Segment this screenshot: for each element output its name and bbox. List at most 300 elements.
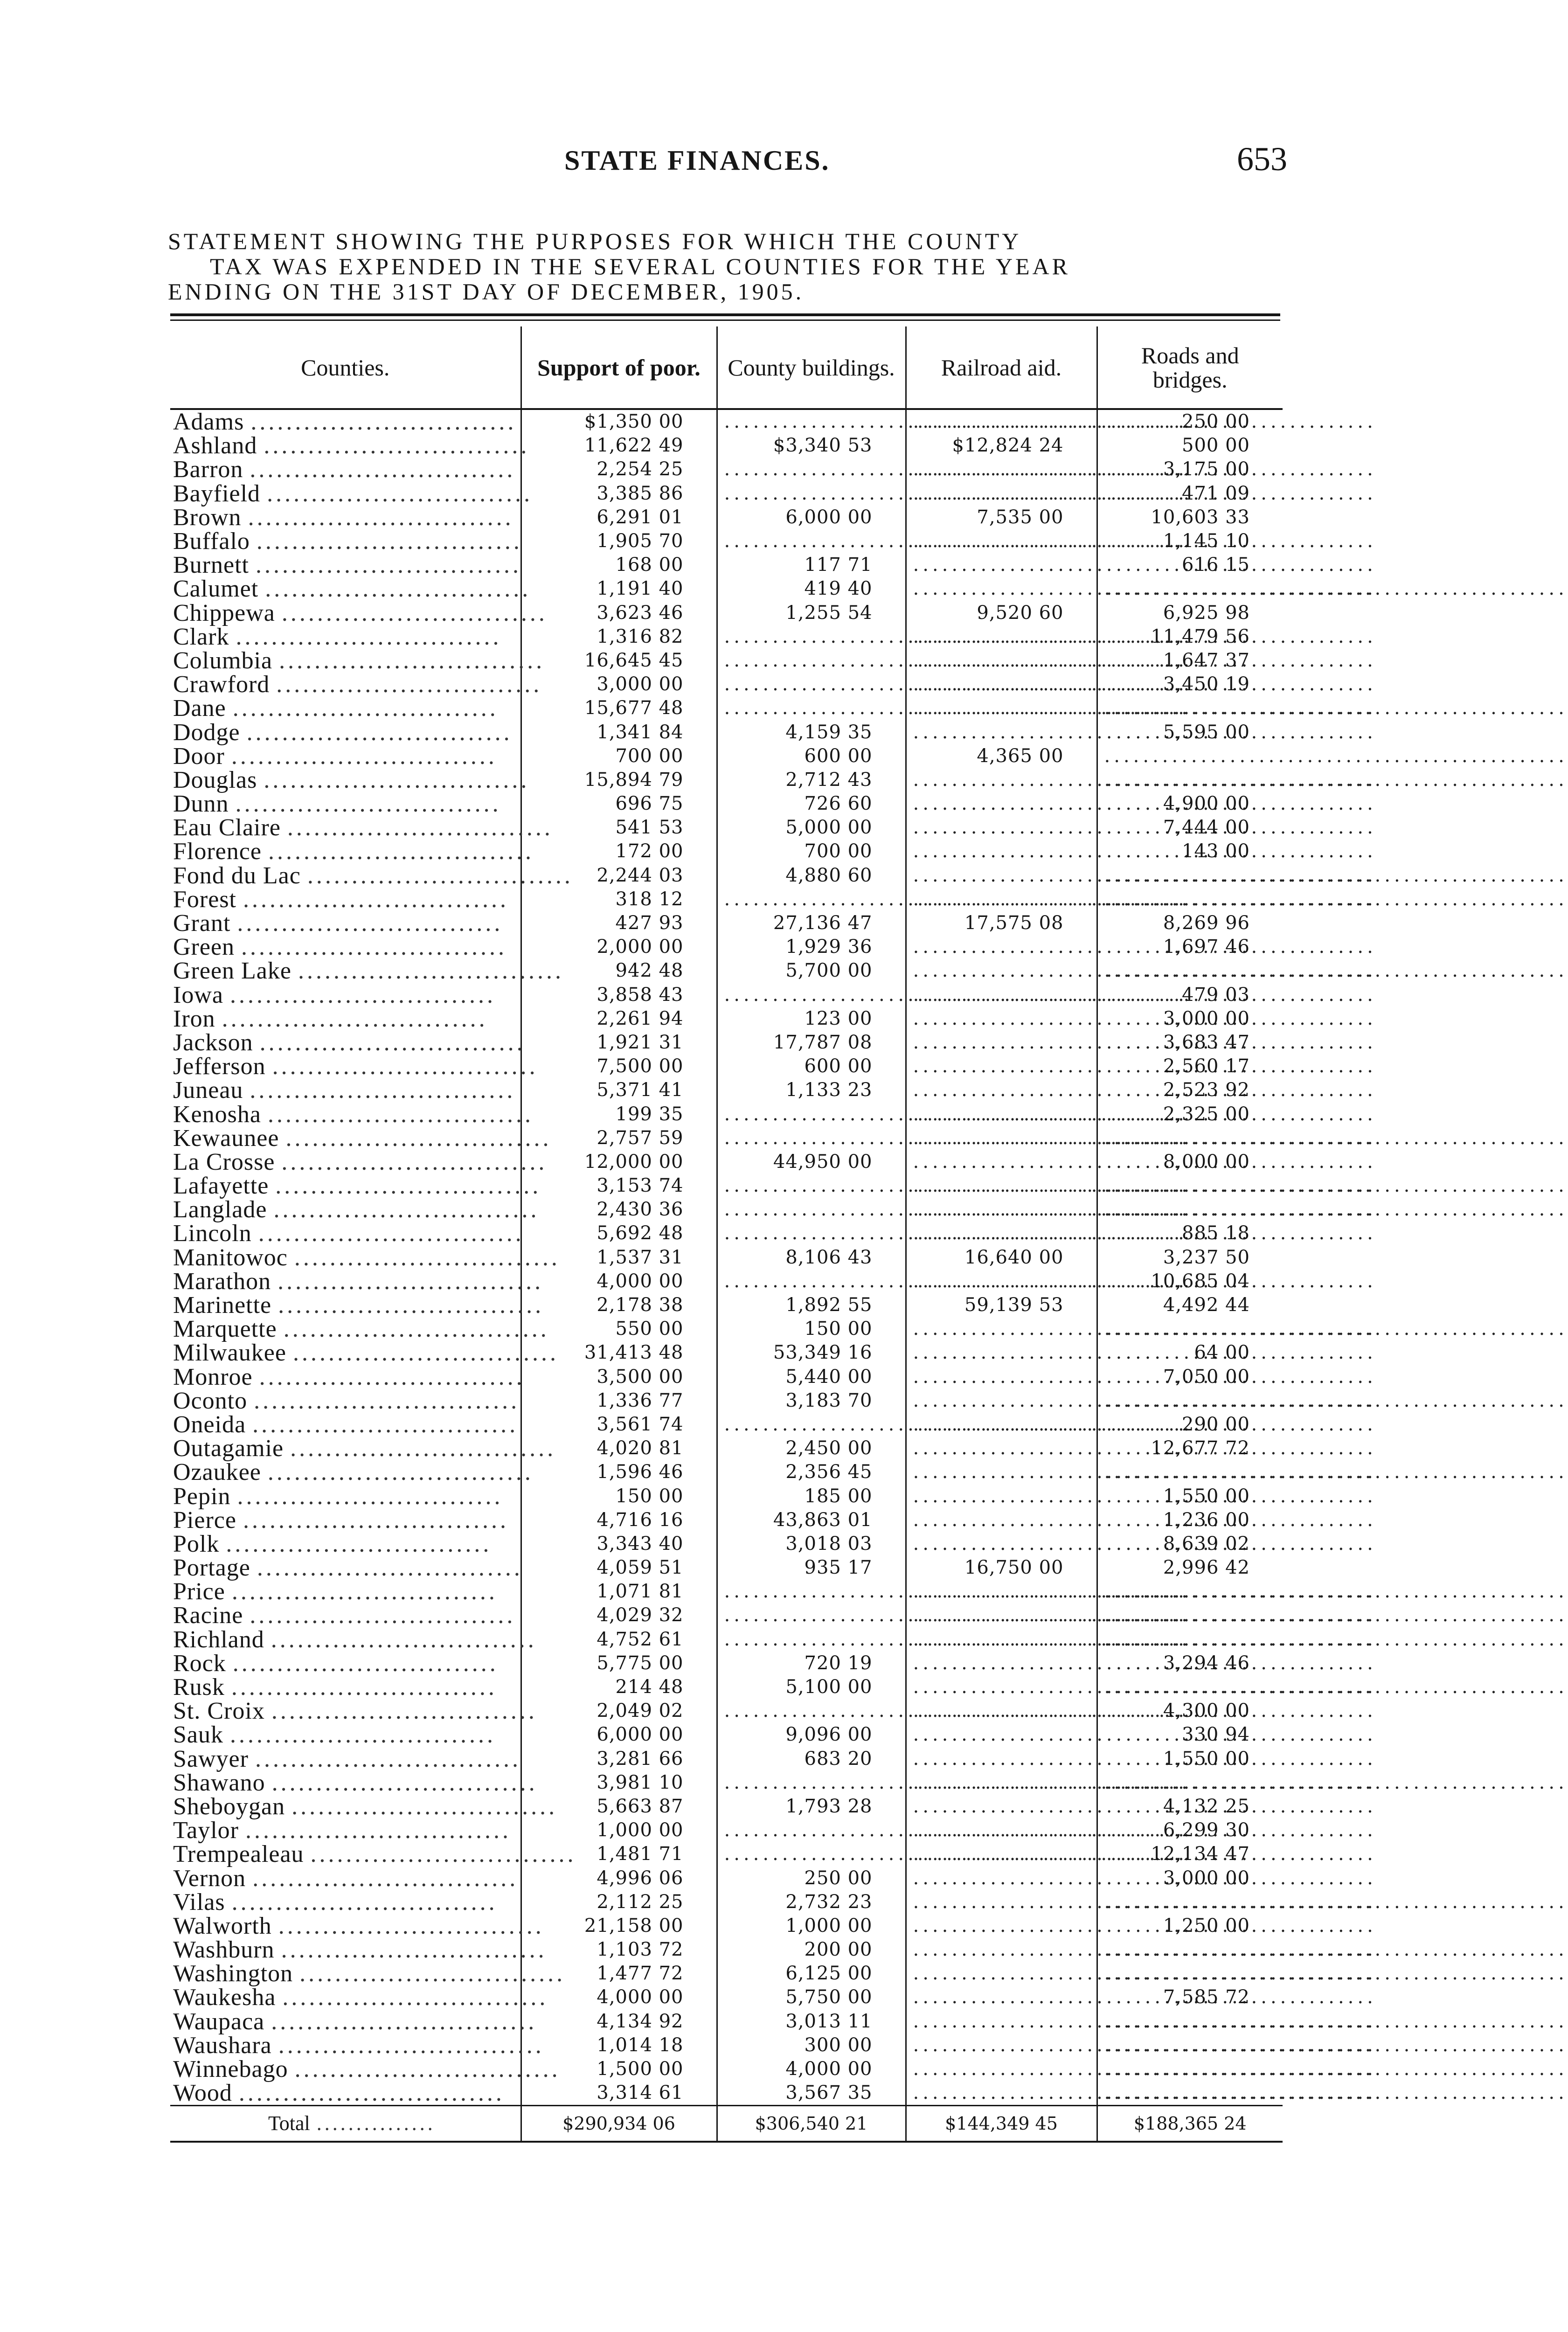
cell-support-of-poor: 1,477 72 — [521, 1962, 717, 1985]
cell-railroad-aid — [906, 1866, 1097, 1890]
cell-county-buildings — [717, 888, 906, 911]
county-name: Outagamie .............................. — [173, 1435, 556, 1462]
cell-railroad-aid — [906, 2057, 1097, 2081]
cell-roads-and-bridges — [1097, 1771, 1283, 1795]
cell-railroad-aid — [906, 768, 1097, 792]
cell-roads-and-bridges: 3,683 47 — [1097, 1031, 1283, 1055]
cell-roads-and-bridges: 2,325 00 — [1097, 1102, 1283, 1126]
table-row — [170, 1365, 1283, 1389]
total-support-of-poor: $290,934 06 — [521, 2106, 717, 2142]
cell-railroad-aid — [906, 1532, 1097, 1556]
cell-roads-and-bridges — [1097, 2081, 1283, 2106]
cell-railroad-aid — [906, 1628, 1097, 1652]
cell-roads-and-bridges: 12,677 72 — [1097, 1437, 1283, 1460]
county-name: Vilas .............................. — [173, 1888, 498, 1916]
table-row — [170, 911, 1283, 935]
cell-roads-and-bridges — [1097, 959, 1283, 983]
cell-railroad-aid — [906, 864, 1097, 888]
table-row — [170, 1270, 1283, 1293]
table-row — [170, 1985, 1283, 2009]
table-row — [170, 2034, 1283, 2057]
cell-county-buildings: 5,750 00 — [717, 1985, 906, 2009]
cell-support-of-poor: 2,244 03 — [521, 864, 717, 888]
county-name: St. Croix .............................. — [173, 1698, 537, 1725]
cell-support-of-poor: 5,775 00 — [521, 1652, 717, 1675]
cell-roads-and-bridges: 1,697 46 — [1097, 935, 1283, 959]
cell-county-buildings: 5,700 00 — [717, 959, 906, 983]
cell-railroad-aid — [906, 1460, 1097, 1484]
county-name: Kenosha .............................. — [173, 1101, 534, 1128]
table-row — [170, 816, 1283, 840]
county-name: Winnebago .............................. — [173, 2056, 561, 2083]
cell-railroad-aid — [906, 1174, 1097, 1198]
cell-county-buildings: 1,892 55 — [717, 1293, 906, 1317]
table-row — [170, 1222, 1283, 1245]
cell-railroad-aid — [906, 935, 1097, 959]
cell-roads-and-bridges: 3,294 46 — [1097, 1652, 1283, 1675]
cell-railroad-aid — [906, 1914, 1097, 1938]
cell-roads-and-bridges — [1097, 1938, 1283, 1962]
cell-support-of-poor: 6,291 01 — [521, 506, 717, 529]
cell-railroad-aid — [906, 1126, 1097, 1150]
cell-support-of-poor: 2,254 25 — [521, 458, 717, 481]
table-row — [170, 1031, 1283, 1055]
cell-roads-and-bridges: 330 94 — [1097, 1723, 1283, 1747]
running-head — [168, 140, 1287, 187]
cell-roads-and-bridges: 1,250 00 — [1097, 1914, 1283, 1938]
cell-railroad-aid — [906, 1675, 1097, 1699]
cell-roads-and-bridges — [1097, 1460, 1283, 1484]
cell-support-of-poor: 3,858 43 — [521, 983, 717, 1007]
table-row — [170, 1437, 1283, 1460]
cell-support-of-poor: 1,921 31 — [521, 1031, 717, 1055]
cell-support-of-poor: 21,158 00 — [521, 1914, 717, 1938]
county-name: Jackson .............................. — [173, 1029, 526, 1056]
county-name: Columbia .............................. — [173, 647, 545, 674]
cell-roads-and-bridges: 64 00 — [1097, 1341, 1283, 1365]
cell-support-of-poor: 2,261 94 — [521, 1007, 717, 1031]
cell-support-of-poor: 2,112 25 — [521, 1890, 717, 1914]
table-row — [170, 529, 1283, 553]
table-row — [170, 1771, 1283, 1795]
county-name: Washburn .............................. — [173, 1936, 547, 1964]
cell-county-buildings: 43,863 01 — [717, 1508, 906, 1532]
table-row — [170, 1866, 1283, 1890]
cell-county-buildings: 5,000 00 — [717, 816, 906, 840]
county-name: Waushara .............................. — [173, 2032, 544, 2059]
table-row — [170, 434, 1283, 458]
cell-support-of-poor: 199 35 — [521, 1102, 717, 1126]
cell-roads-and-bridges: 500 00 — [1097, 434, 1283, 458]
county-name: Iowa .............................. — [173, 981, 496, 1008]
cell-roads-and-bridges — [1097, 1675, 1283, 1699]
table-row — [170, 1603, 1283, 1627]
table-row — [170, 983, 1283, 1007]
cell-county-buildings: 4,880 60 — [717, 864, 906, 888]
cell-support-of-poor: 3,281 66 — [521, 1747, 717, 1771]
county-name: Marinette .............................. — [173, 1292, 544, 1319]
county-name: Green .............................. — [173, 934, 507, 961]
table-row — [170, 792, 1283, 816]
table-row — [170, 506, 1283, 529]
table-row — [170, 1914, 1283, 1938]
cell-roads-and-bridges: 3,237 50 — [1097, 1246, 1283, 1270]
cell-railroad-aid — [906, 1341, 1097, 1365]
table-row — [170, 1699, 1283, 1723]
cell-county-buildings: $3,340 53 — [717, 434, 906, 458]
county-name: Manitowoc .............................. — [173, 1244, 560, 1271]
cell-railroad-aid — [906, 1389, 1097, 1413]
cell-roads-and-bridges: 8,000 00 — [1097, 1150, 1283, 1174]
cell-support-of-poor: 2,178 38 — [521, 1293, 717, 1317]
table-row — [170, 1126, 1283, 1150]
cell-roads-and-bridges: 885 18 — [1097, 1222, 1283, 1245]
cell-roads-and-bridges — [1097, 1317, 1283, 1341]
cell-support-of-poor: 214 48 — [521, 1675, 717, 1699]
table-row — [170, 1055, 1283, 1078]
cell-support-of-poor: 2,049 02 — [521, 1699, 717, 1723]
cell-railroad-aid — [906, 1603, 1097, 1627]
cell-roads-and-bridges: 6,299 30 — [1097, 1818, 1283, 1842]
cell-railroad-aid — [906, 1031, 1097, 1055]
cell-county-buildings: 8,106 43 — [717, 1246, 906, 1270]
county-name: Rock .............................. — [173, 1650, 499, 1677]
total-row — [170, 2106, 1283, 2142]
header-roads-and-bridges: Roads and bridges. — [1097, 326, 1283, 409]
table-row — [170, 2010, 1283, 2034]
cell-county-buildings: 5,100 00 — [717, 1675, 906, 1699]
cell-railroad-aid — [906, 673, 1097, 696]
cell-support-of-poor: 150 00 — [521, 1484, 717, 1508]
cell-county-buildings: 3,183 70 — [717, 1389, 906, 1413]
cell-county-buildings — [717, 1842, 906, 1866]
cell-railroad-aid — [906, 1938, 1097, 1962]
cell-county-buildings — [717, 458, 906, 481]
cell-roads-and-bridges: 4,132 25 — [1097, 1795, 1283, 1818]
table-row — [170, 1317, 1283, 1341]
table-row — [170, 1341, 1283, 1365]
cell-support-of-poor: 2,757 59 — [521, 1126, 717, 1150]
table-row — [170, 888, 1283, 911]
cell-support-of-poor: 12,000 00 — [521, 1150, 717, 1174]
cell-roads-and-bridges: 250 00 — [1097, 409, 1283, 434]
cell-county-buildings — [717, 1603, 906, 1627]
header-railroad-aid: Railroad aid. — [906, 326, 1097, 409]
cell-railroad-aid: 16,750 00 — [906, 1556, 1097, 1580]
cell-roads-and-bridges: 10,603 33 — [1097, 506, 1283, 529]
cell-roads-and-bridges: 616 15 — [1097, 553, 1283, 577]
cell-support-of-poor: 4,716 16 — [521, 1508, 717, 1532]
table-row — [170, 625, 1283, 649]
cell-roads-and-bridges: 11,479 56 — [1097, 625, 1283, 649]
table-row — [170, 1102, 1283, 1126]
cell-support-of-poor: 1,103 72 — [521, 1938, 717, 1962]
cell-county-buildings — [717, 1270, 906, 1293]
cell-roads-and-bridges — [1097, 1389, 1283, 1413]
cell-support-of-poor: 2,430 36 — [521, 1198, 717, 1222]
table-row — [170, 1078, 1283, 1102]
cell-county-buildings: 3,018 03 — [717, 1532, 906, 1556]
cell-railroad-aid — [906, 458, 1097, 481]
cell-county-buildings: 123 00 — [717, 1007, 906, 1031]
county-name: Vernon .............................. — [173, 1865, 519, 1892]
table-row — [170, 720, 1283, 744]
table-row — [170, 744, 1283, 768]
cell-roads-and-bridges: 1,236 00 — [1097, 1508, 1283, 1532]
county-name: Burnett .............................. — [173, 552, 521, 579]
cell-county-buildings — [717, 983, 906, 1007]
cell-roads-and-bridges — [1097, 888, 1283, 911]
county-name: Trempealeau .............................. — [173, 1841, 576, 1868]
cell-railroad-aid — [906, 792, 1097, 816]
cell-railroad-aid — [906, 1723, 1097, 1747]
cell-railroad-aid — [906, 1508, 1097, 1532]
cell-support-of-poor: 1,481 71 — [521, 1842, 717, 1866]
cell-roads-and-bridges: 143 00 — [1097, 840, 1283, 863]
statement-title-line: TAX WAS EXPENDED IN THE SEVERAL COUNTIES FOR THE YEAR — [210, 253, 1071, 279]
table-row — [170, 1652, 1283, 1675]
statement-title-line: STATEMENT SHOWING THE PURPOSES FOR WHICH THE COUNTY — [168, 228, 1022, 254]
county-name: Price .............................. — [173, 1578, 498, 1605]
cell-railroad-aid — [906, 1365, 1097, 1389]
cell-support-of-poor: 4,134 92 — [521, 2010, 717, 2034]
table-row — [170, 1007, 1283, 1031]
cell-roads-and-bridges — [1097, 1126, 1283, 1150]
county-name: Ashland .............................. — [173, 432, 530, 459]
county-name: Langlade .............................. — [173, 1196, 540, 1223]
county-name: Juneau .............................. — [173, 1077, 516, 1104]
cell-county-buildings: 44,950 00 — [717, 1150, 906, 1174]
cell-railroad-aid — [906, 983, 1097, 1007]
cell-roads-and-bridges — [1097, 2057, 1283, 2081]
table-row — [170, 673, 1283, 696]
page-number: 653 — [1237, 140, 1287, 178]
cell-roads-and-bridges — [1097, 577, 1283, 601]
cell-roads-and-bridges: 8,269 96 — [1097, 911, 1283, 935]
cell-support-of-poor: 15,677 48 — [521, 696, 717, 720]
county-name: Florence .............................. — [173, 838, 534, 865]
cell-county-buildings — [717, 482, 906, 506]
cell-county-buildings: 700 00 — [717, 840, 906, 863]
cell-county-buildings: 2,450 00 — [717, 1437, 906, 1460]
county-name: Forest .............................. — [173, 886, 509, 913]
table-row — [170, 1150, 1283, 1174]
cell-roads-and-bridges: 10,685 04 — [1097, 1270, 1283, 1293]
cell-railroad-aid — [906, 1985, 1097, 2009]
cell-support-of-poor: 7,500 00 — [521, 1055, 717, 1078]
table-row — [170, 840, 1283, 863]
cell-railroad-aid — [906, 482, 1097, 506]
cell-support-of-poor: 1,341 84 — [521, 720, 717, 744]
cell-roads-and-bridges — [1097, 1890, 1283, 1914]
cell-support-of-poor: 3,500 00 — [521, 1365, 717, 1389]
cell-county-buildings — [717, 696, 906, 720]
cell-county-buildings: 3,013 11 — [717, 2010, 906, 2034]
statement-title — [168, 229, 1278, 304]
county-name: Oconto .............................. — [173, 1387, 520, 1414]
cell-support-of-poor: 3,561 74 — [521, 1413, 717, 1437]
county-name: Jefferson .............................. — [173, 1053, 538, 1080]
table-row — [170, 1508, 1283, 1532]
cell-county-buildings: 4,159 35 — [717, 720, 906, 744]
cell-county-buildings: 6,125 00 — [717, 1962, 906, 1985]
cell-county-buildings: 250 00 — [717, 1866, 906, 1890]
cell-support-of-poor: 4,752 61 — [521, 1628, 717, 1652]
cell-support-of-poor: 5,371 41 — [521, 1078, 717, 1102]
cell-roads-and-bridges: 7,444 00 — [1097, 816, 1283, 840]
cell-support-of-poor: 4,059 51 — [521, 1556, 717, 1580]
cell-roads-and-bridges: 5,595 00 — [1097, 720, 1283, 744]
running-title: STATE FINANCES. — [564, 145, 830, 176]
cell-roads-and-bridges: 479 03 — [1097, 983, 1283, 1007]
header-counties: Counties. — [170, 326, 521, 409]
table-row — [170, 1818, 1283, 1842]
cell-railroad-aid — [906, 1055, 1097, 1078]
cell-county-buildings — [717, 1126, 906, 1150]
cell-roads-and-bridges — [1097, 1628, 1283, 1652]
statement-table-container — [170, 326, 1283, 2220]
cell-support-of-poor: 168 00 — [521, 553, 717, 577]
county-name: Marathon .............................. — [173, 1268, 544, 1295]
table-row — [170, 1675, 1283, 1699]
cell-support-of-poor: 318 12 — [521, 888, 717, 911]
table-row — [170, 482, 1283, 506]
cell-support-of-poor: 3,343 40 — [521, 1532, 717, 1556]
table-header — [170, 326, 1283, 409]
county-name: Lafayette .............................. — [173, 1173, 541, 1200]
cell-county-buildings: 9,096 00 — [717, 1723, 906, 1747]
cell-county-buildings — [717, 1699, 906, 1723]
county-name: Lincoln .............................. — [173, 1220, 524, 1247]
cell-railroad-aid — [906, 1962, 1097, 1985]
cell-railroad-aid — [906, 1413, 1097, 1437]
cell-railroad-aid — [906, 529, 1097, 553]
cell-roads-and-bridges — [1097, 2034, 1283, 2057]
county-name: Walworth .............................. — [173, 1912, 544, 1939]
cell-roads-and-bridges: 471 09 — [1097, 482, 1283, 506]
table-row — [170, 1198, 1283, 1222]
cell-county-buildings — [717, 1198, 906, 1222]
cell-railroad-aid — [906, 2010, 1097, 2034]
cell-county-buildings: 726 60 — [717, 792, 906, 816]
cell-support-of-poor: 1,537 31 — [521, 1246, 717, 1270]
cell-railroad-aid — [906, 816, 1097, 840]
cell-county-buildings — [717, 673, 906, 696]
cell-railroad-aid — [906, 1317, 1097, 1341]
county-name: Taylor .............................. — [173, 1817, 511, 1844]
cell-roads-and-bridges — [1097, 768, 1283, 792]
cell-support-of-poor: 4,020 81 — [521, 1437, 717, 1460]
cell-county-buildings — [717, 529, 906, 553]
county-name: Douglas .............................. — [173, 766, 530, 793]
county-name: Buffalo .............................. — [173, 528, 522, 555]
table-row — [170, 959, 1283, 983]
cell-railroad-aid — [906, 1652, 1097, 1675]
cell-roads-and-bridges: 1,145 10 — [1097, 529, 1283, 553]
cell-roads-and-bridges — [1097, 1580, 1283, 1603]
cell-county-buildings — [717, 1413, 906, 1437]
cell-roads-and-bridges: 3,000 00 — [1097, 1866, 1283, 1890]
cell-support-of-poor: 3,385 86 — [521, 482, 717, 506]
cell-county-buildings: 117 71 — [717, 553, 906, 577]
cell-county-buildings: 3,567 35 — [717, 2081, 906, 2106]
cell-county-buildings: 53,349 16 — [717, 1341, 906, 1365]
cell-roads-and-bridges: 4,492 44 — [1097, 1293, 1283, 1317]
cell-county-buildings: 5,440 00 — [717, 1365, 906, 1389]
table-row — [170, 553, 1283, 577]
cell-support-of-poor: 541 53 — [521, 816, 717, 840]
cell-railroad-aid — [906, 1102, 1097, 1126]
cell-railroad-aid — [906, 625, 1097, 649]
cell-support-of-poor: 5,692 48 — [521, 1222, 717, 1245]
county-name: Adams .............................. — [173, 409, 517, 436]
county-name: Shawano .............................. — [173, 1769, 538, 1796]
cell-roads-and-bridges: 1,550 00 — [1097, 1484, 1283, 1508]
table-body — [170, 409, 1283, 2106]
table-row — [170, 1174, 1283, 1198]
table-row — [170, 696, 1283, 720]
cell-county-buildings: 683 20 — [717, 1747, 906, 1771]
table-row — [170, 577, 1283, 601]
table-row — [170, 1484, 1283, 1508]
table-row — [170, 1460, 1283, 1484]
cell-county-buildings: 200 00 — [717, 1938, 906, 1962]
total-roads-and-bridges: $188,365 24 — [1097, 2106, 1283, 2142]
cell-railroad-aid: 16,640 00 — [906, 1246, 1097, 1270]
cell-support-of-poor: 1,336 77 — [521, 1389, 717, 1413]
cell-county-buildings: 27,136 47 — [717, 911, 906, 935]
table-row — [170, 601, 1283, 625]
cell-roads-and-bridges — [1097, 864, 1283, 888]
cell-railroad-aid — [906, 1484, 1097, 1508]
county-name: Ozaukee .............................. — [173, 1459, 534, 1486]
title-rule — [170, 313, 1280, 321]
cell-county-buildings — [717, 1102, 906, 1126]
cell-support-of-poor: 1,500 00 — [521, 2057, 717, 2081]
cell-roads-and-bridges — [1097, 2010, 1283, 2034]
cell-county-buildings — [717, 1771, 906, 1795]
cell-support-of-poor: 4,000 00 — [521, 1985, 717, 2009]
cell-railroad-aid — [906, 1890, 1097, 1914]
cell-roads-and-bridges: 4,300 00 — [1097, 1699, 1283, 1723]
table-row — [170, 1962, 1283, 1985]
cell-county-buildings: 600 00 — [717, 1055, 906, 1078]
cell-railroad-aid — [906, 888, 1097, 911]
county-name: Door .............................. — [173, 743, 497, 770]
cell-railroad-aid — [906, 696, 1097, 720]
table-row — [170, 1413, 1283, 1437]
cell-roads-and-bridges: 2,996 42 — [1097, 1556, 1283, 1580]
county-name: La Crosse .............................. — [173, 1148, 548, 1175]
total-label: Total ............... — [170, 2106, 521, 2142]
cell-roads-and-bridges — [1097, 1603, 1283, 1627]
cell-roads-and-bridges: 7,585 72 — [1097, 1985, 1283, 2009]
cell-support-of-poor: 15,894 79 — [521, 768, 717, 792]
cell-county-buildings — [717, 409, 906, 434]
table-row — [170, 935, 1283, 959]
cell-support-of-poor: 5,663 87 — [521, 1795, 717, 1818]
cell-county-buildings — [717, 1818, 906, 1842]
table-row — [170, 1890, 1283, 1914]
cell-county-buildings — [717, 1628, 906, 1652]
cell-county-buildings — [717, 1222, 906, 1245]
cell-support-of-poor: 1,071 81 — [521, 1580, 717, 1603]
table-row — [170, 1389, 1283, 1413]
cell-railroad-aid: 4,365 00 — [906, 744, 1097, 768]
county-name: Pierce .............................. — [173, 1506, 509, 1534]
table-row — [170, 1628, 1283, 1652]
county-name: Kewaunee .............................. — [173, 1124, 552, 1152]
